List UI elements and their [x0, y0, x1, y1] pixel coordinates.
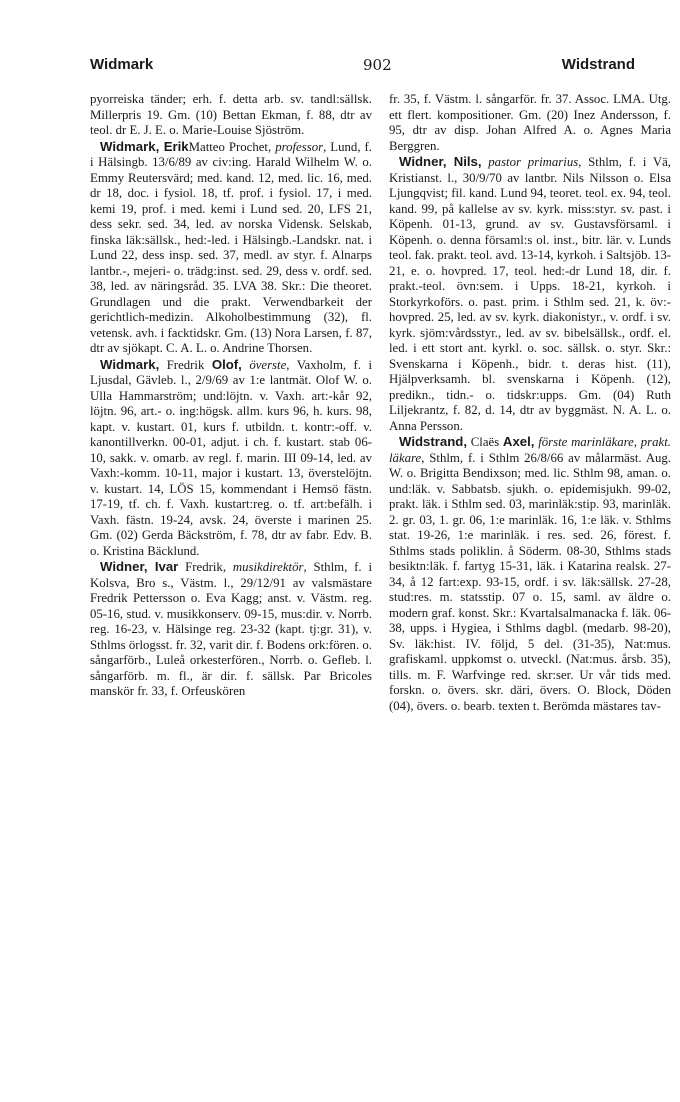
- right-column: [389, 92, 671, 714]
- running-header-left: Widmark: [90, 56, 154, 73]
- entry-widner-nils: [389, 154, 671, 434]
- entry-title: förste marinläkare, prakt. läkare: [389, 435, 671, 465]
- entry-continuation: [90, 92, 372, 139]
- left-column: [90, 92, 372, 700]
- entry-title: musikdirektör: [232, 560, 304, 574]
- entry-name-secondary: Olof,: [211, 356, 242, 372]
- entry-pre: Fredrik,: [178, 560, 233, 574]
- entry-widmark-erik: [90, 139, 372, 357]
- running-header-right: Widstrand: [561, 56, 635, 73]
- entry-widstrand-axel: [389, 434, 671, 714]
- entry-title: överste: [249, 357, 287, 372]
- entry-pre: Matteo Prochet,: [188, 139, 276, 154]
- entry-text: fr. 35, f. Västm. l. sångarför. fr. 37. Assoc. LMA. Utg. ett flert. kompositioner. Gm. (20) Inez Andersson, f. 95, dtr av disp. Johan Alfred A. o. Agnes Maria Berggren.: [389, 92, 671, 153]
- entry-name-secondary: Axel,: [502, 434, 535, 449]
- entry-widner-ivar: [90, 559, 372, 700]
- entry-pre: Fredrik: [159, 357, 212, 372]
- entry-name: Widner, Ivar: [100, 559, 179, 574]
- entry-title: professor: [275, 139, 324, 154]
- entry-continuation: [389, 92, 671, 154]
- entry-name: Widmark, Erik: [100, 138, 189, 154]
- entry-pre: Claës: [467, 435, 503, 449]
- page-number: 902: [363, 56, 392, 74]
- entry-text: , Lund, f. i Hälsingb. 13/6/89 av civ:ing. Harald Wilhelm W. o. Emmy Reutersvärd; med. kand. 12, med. lic. 16, med. dr 18, doc. i fysiol. 18, tf. prof. i fysiol. 17, i med. kemi 19, prof. i med. kemi i Lund sed. 20, LFS 21, dess sekr. sed. 34, led. av norska Vidensk. Selskab, finska läk:sällsk., hed:-led. i Hälsingb.-Landskr. nat. i Lund 22, dess insp. sed. 37, medl. av styr. f. Alnarps lantbr.-, mejeri- o. trädg:inst. sed. 29, dess v. ordf. sed. 38, led. av näringsråd. 35. LVA 38. Skr.: Die theoret. Grundlagen und die prakt. Verwendbarkeit der gerichtlich-medizin. Alkoholbestimmung (32), fl. vetensk. avh. i facktidskr. Gm. (13) Nora Larsen, f. 87, dtr av sjökapt. C. A. L. o. Andrine Thorsen.: [90, 139, 372, 355]
- entry-name: Widstrand,: [399, 434, 468, 449]
- entry-text: , Sthlm, f. i Kolsva, Bro s., Västm. l., 29/12/91 av valsmästare Fredrik Pettersson o. Eva Kagg; anst. v. Västm. reg. 05-16, stud. v. musikkonserv. 09-15, mus:dir. v. Norrb. reg. 16-23, v. Hälsinge reg. 23-32 (kapt. tj:gr. 31), v. Sthlms örlogsst. fr. 32, varit dir. f. Bodens ork:fören. o. sångarförb., Luleå orkesterfören., Norrb. o. Gefleb. l. sångarförb. m. fl., är dir. f. sällsk. Par Bricoles manskör fr. 33, f. Orfeuskören: [90, 560, 372, 698]
- entry-title: pastor primarius: [488, 155, 579, 169]
- entry-text: , Sthlm, f. i Vä, Kristianst. l., 30/9/70 av lantbr. Nils Nilsson o. Elsa Ljungqvist; fil. kand. Lund 94, teoret. teol. ex. 94, teol. kand. 99, på kallelse av sv. kyrk. miss:styr. sv. past. i Köpenh. 01-13, grund. av sv. Gustavsförsaml. i Köpenh. o. denna församl:s ol. inst., bitr. lär. v. Lunds teol. fak. prakt. teol. avd. 13-14, kyrkoh. i Saltsjöb. 13-21, e. o. hovpred. 17, teol. hed:-dr Lund 18, dir. f. prakt.-teol. övn:sem. i Upps. 18-21, kyrkoh. i Storkyrkoförs. o. past. prim. i Sthlm sed. 21, k. öv:-hovpred. 25, led. av sv. kyrk. diakonistyr., v. ordf. i sv. kyrk. sjöm:vårdsstyr., led. av sv. bibelsällsk., ordf. el. led. i ett stort ant. kyrkl. o. soc. sällsk. o. styr. Skr.: Svenskarna i Köpenh., bidr. t. deras hist. (11), Hjälpverksamh. bl. svenskarna i Köpenh. (12), predikn., tidn.- o. tidskr:upps. Gm. (04) Ruth Liljekrantz, f. 82, d. 14, dtr av byggmäst. N. A. L. o. Anna Persson.: [389, 155, 671, 433]
- entry-name: Widner, Nils,: [399, 154, 482, 169]
- entry-widmark-olof: [90, 357, 372, 560]
- entry-text: , Vaxholm, f. i Ljusdal, Gävleb. l., 2/9/69 av 1:e lantmät. Olof W. o. Ulla Hammarström; und:löjtn. v. Vaxh. art:-kår 92, löjtn. 96, art.- o. ing:högsk. allm. kurs 96, h. kurs. 98, kapt. v. kustart. 01, kurs f. utbildn. t. kontr:-off. v. kanontillverkn. 00-01, adjut. i ch. f. kustart. stab 06-10, sakk. v. omarb. av regl. f. marin. III 09-14, led. av Vaxh:-komm. 10-11, major i kustart. 13, överstelöjtn. v. kustart. 14, LÖS 15, kommendant i Hemsö fästn. 17-19, tf. ch. f. Vaxh. kustart:reg. o. tf. art:befälh. i Vaxh. fästn. 19-24, avsk. 24, överste i marinen 25. Gm. (02) Gerda Bäckström, f. 78, dtr av fabr. Edv. B. o. Kristina Bäcklund.: [90, 357, 372, 558]
- entry-name: Widmark,: [100, 356, 160, 372]
- entry-text: pyorreiska tänder; erh. f. detta arb. sv. tandl:sällsk. Millerpris 19. Gm. (10) Bettan Ekman, f. 88, dtr av teol. dr E. J. E. o. Marie-Louise Sjöström.: [90, 92, 372, 137]
- entry-text: , Sthlm, f. i Sthlm 26/8/66 av målarmäst. Aug. W. o. Brigitta Bendixson; med. lic. Sthlm 98, aman. o. und:läk. v. Sabbatsb. sjukh. o. epidemisjukh. 99-02, prakt. läk. i Sthlm sed. 03, marinläk:stip. 93, marinläk. 2. gr. 03, 1. gr. 06, 1:e marinläk. 16, 1:e läk. v. Sthlms stat. 19-26, 1:e marinläk. i res. sed. 26, förest. f. Sthlms stads poliklin. å Söderm. 08-30, Sthlms stads besiktn:läk. f. fartyg 15-31, läk. i Katarina realsk. 27-34, å 12 fart:exp. 93-15, ordf. i sv. läk:sällsk. 27-28, stud:res. m. statsstip. 07 o. 15, saml. av äldre o. modern graf. konst. Skr.: Kvartalsalmanacka f. läk. 06-38, upps. i Hygiea, i Sthlms dagbl. (medarb. 98-20), Sv. läk:hist. IV. följd, 5 del. (31-35), Nat:mus. grafiskaml. uppkomst o. utveckl. (Nat:mus. årsb. 35), tills. m. F. Warfvinge red. skr:ser. Ur vår tids med. forskn. o. övers. skr. däri, övers. O. Block, Döden (04), övers. o. bearb. texten t. Berömda mästares tav-: [389, 450, 671, 713]
